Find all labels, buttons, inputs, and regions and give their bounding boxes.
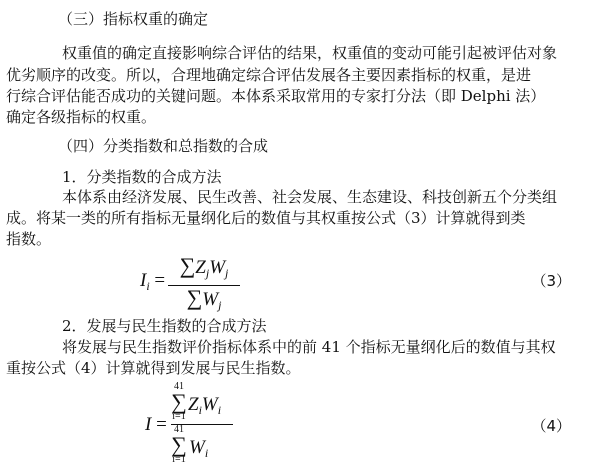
- formula-3: $I_i$ = $\sum Z_jW_j$ $\sum W_j$: [140, 254, 240, 310]
- formula-3-num-z: Z: [195, 257, 206, 278]
- subsection-2-title: 2．发展与民生指数的合成方法: [62, 317, 267, 335]
- formula-4-num-lower-limit: i=1: [172, 411, 186, 422]
- subsection-1-para-line-3: 指数。: [6, 230, 52, 248]
- equation-number-3: （3）: [531, 272, 571, 290]
- section-3-para-line-2: 优劣顺序的改变。所以，合理地确定综合评估发展各主要因素指标的权重，是进: [6, 66, 532, 84]
- subsection-1-para-line-2: 成。将某一类的所有指标无量纲化后的数值与其权重按公式（3）计算就得到类: [6, 209, 526, 227]
- section-4-heading: （四）分类指数和总指数的合成: [58, 137, 269, 155]
- formula-3-lhs-sub: i: [146, 279, 150, 293]
- subsection-1-title: 1．分类指数的合成方法: [62, 168, 222, 186]
- formula-4-num-sum: ∑: [171, 389, 187, 414]
- formula-3-den-w: W: [202, 289, 219, 310]
- subsection-2-para-line-1: 将发展与民生指数评价指标体系中的前 41 个指标无量纲化后的数值与其权: [62, 338, 556, 356]
- formula-3-den-w-sub: j: [218, 298, 222, 312]
- formula-4-den-lower-limit: i=1: [172, 454, 186, 465]
- section-3-heading: （三）指标权重的确定: [58, 10, 209, 28]
- formula-4-den-sum: ∑: [171, 432, 187, 457]
- formula-4-den-w-sub: i: [204, 446, 209, 460]
- formula-4-num-upper-limit: 41: [174, 381, 184, 392]
- formula-3-den-sum: ∑: [186, 285, 203, 310]
- subsection-1-para-line-1: 本体系由经济发展、民生改善、社会发展、生态建设、科技创新五个分类组: [62, 188, 558, 206]
- subsection-2-para-line-2: 重按公式（4）计算就得到发展与民生指数。: [6, 359, 301, 377]
- section-3-para-line-4: 确定各级指标的权重。: [6, 108, 157, 126]
- formula-4: I = 41 ∑ i=1 $Z_iW_i$ 41 ∑ i=1 $W_i$: [145, 382, 235, 468]
- formula-4-den-upper-limit: 41: [174, 424, 184, 435]
- formula-4-fraction: [171, 382, 233, 467]
- equation-number-4: （4）: [531, 417, 571, 435]
- formula-3-num-sum: ∑: [179, 253, 196, 278]
- formula-3-num-z-sub: j: [205, 266, 210, 280]
- section-3-para-line-1: 权重值的确定直接影响综合评估的结果，权重值的变动可能引起被评估对象: [62, 44, 558, 62]
- formula-3-lhs: I: [140, 270, 147, 291]
- formula-3-num-w-sub: j: [225, 266, 229, 280]
- formula-4-num-w-sub: i: [217, 403, 222, 417]
- formula-4-num-w: W: [201, 394, 218, 415]
- formula-4-lhs: I: [145, 414, 152, 435]
- section-3-para-line-3: 行综合评估能否成功的关键问题。本体系采取常用的专家打分法（即 Delphi 法）: [6, 87, 546, 105]
- formula-4-num-z: Z: [188, 394, 199, 415]
- formula-4-num-z-sub: i: [198, 403, 202, 417]
- formula-4-den-w: W: [189, 437, 205, 458]
- formula-3-num-w: W: [209, 257, 226, 278]
- formula-3-fraction: [168, 254, 240, 317]
